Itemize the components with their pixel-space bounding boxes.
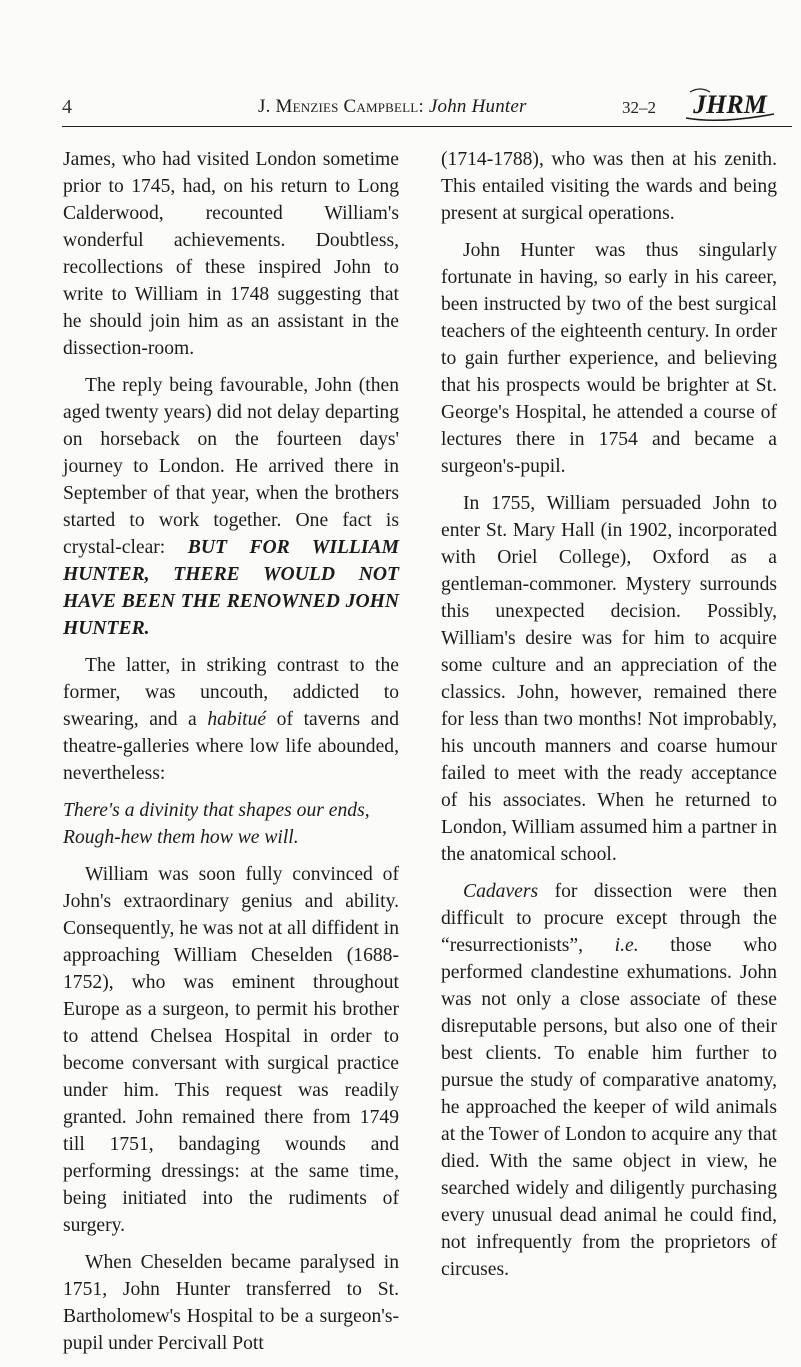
- emphasis-text: BUT FOR WILLIAM HUNTER, THERE WOULD NOT HAVE BEEN THE RENOWNED JOHN HUNTER.: [63, 537, 399, 639]
- paragraph: James, who had visited London sometime prior to 1745, had, on his return to Long Calderwood, recounted William's wonderful achievements. Doubtless, recollections of these inspired John to write to William in 1748 suggesting that he should join him as an assistant in the dissection-room.: [63, 149, 399, 359]
- page-number: 4: [62, 96, 72, 118]
- paragraph: John Hunter was thus singularly fortunate in having, so early in his career, been instructed by two of the best surgical teachers of the eighteenth century. In order to gain further experience, and believing that his prospects would be brighter at St. George's Hospital, he attended a course of lectures there in 1754 and became a surgeon's-pupil.: [441, 240, 777, 477]
- header-rule: [62, 126, 792, 127]
- running-head-topic: John Hunter: [428, 96, 527, 117]
- paragraph: In 1755, William persuaded John to enter St. Mary Hall (in 1902, incorporated with Oriel College), Oxford as a gentleman-commoner. Mystery surrounds this unexpected decision. Possibly, William's desire was for him to acquire some culture and an appreciation of the classics. John, however, remained there for less than two months! Not improbably, his uncouth manners and coarse humour failed to meet with the ready acceptance of his associates. When he returned to London, William assumed him a partner in the anatomical school.: [441, 493, 777, 865]
- paragraph: The latter, in striking contrast to the former, was uncouth, addicted to swearing, and a habitué of taverns and theatre-galleries where low life abounded, nevertheless:: [63, 655, 400, 784]
- running-header: [62, 84, 784, 128]
- paragraph: Cadavers for dissection were then difficult to procure except through the “resurrectionists”, i.e. those who performed clandestine exhumations. John was not only a close associate of these disreputable persons, but also one of their best clients. To enable him further to pursue the study of comparative anatomy, he approached the keeper of wild animals at the Tower of London to acquire any that died. With the same object in view, he searched widely and diligently purchasing every unusual dead animal he could find, not infrequently from the proprietors of circuses.: [441, 881, 777, 1280]
- running-head: [258, 96, 527, 118]
- journal-reference: 32–2: [622, 98, 656, 117]
- journal-logo-icon: [680, 84, 780, 124]
- paragraph: (1714-1788), who was then at his zenith. This entailed visiting the wards and being present at surgical operations.: [441, 149, 777, 224]
- verse-quote: [63, 797, 399, 851]
- journal-logo-text: JHRM: [693, 90, 767, 119]
- running-head-author: J. Menzies Campbell:: [258, 96, 424, 117]
- verse-line: Rough-hew them how we will.: [63, 827, 299, 848]
- verse-line: There's a divinity that shapes our ends,: [63, 800, 370, 821]
- paragraph: The reply being favourable, John (then aged twenty years) did not delay departing on horseback on the fourteen days' journey to London. He arrived there in September of that year, when the brothers started to work together. One fact is crystal-clear: BUT FOR WILLIAM HUNTER, THERE WOULD NOT HAVE BEEN THE RENOWNED JOHN HUNTER.: [63, 375, 399, 639]
- left-column: [63, 146, 399, 1367]
- paragraph: William was soon fully convinced of John's extraordinary genius and ability. Consequently, he was not at all diffident in approaching William Cheselden (1688-1752), who was eminent throughout Europe as a surgeon, to permit his brother to attend Chelsea Hospital in order to become conversant with surgical practice under him. This request was readily granted. John remained there from 1749 till 1751, bandaging wounds and performing dressings: at the same time, being initiated into the rudiments of surgery.: [63, 864, 399, 1236]
- paragraph: When Cheselden became paralysed in 1751, John Hunter transferred to St. Bartholomew's Hospital to be a surgeon's-pupil under Percivall Pott: [63, 1252, 399, 1354]
- right-column: [441, 146, 777, 1293]
